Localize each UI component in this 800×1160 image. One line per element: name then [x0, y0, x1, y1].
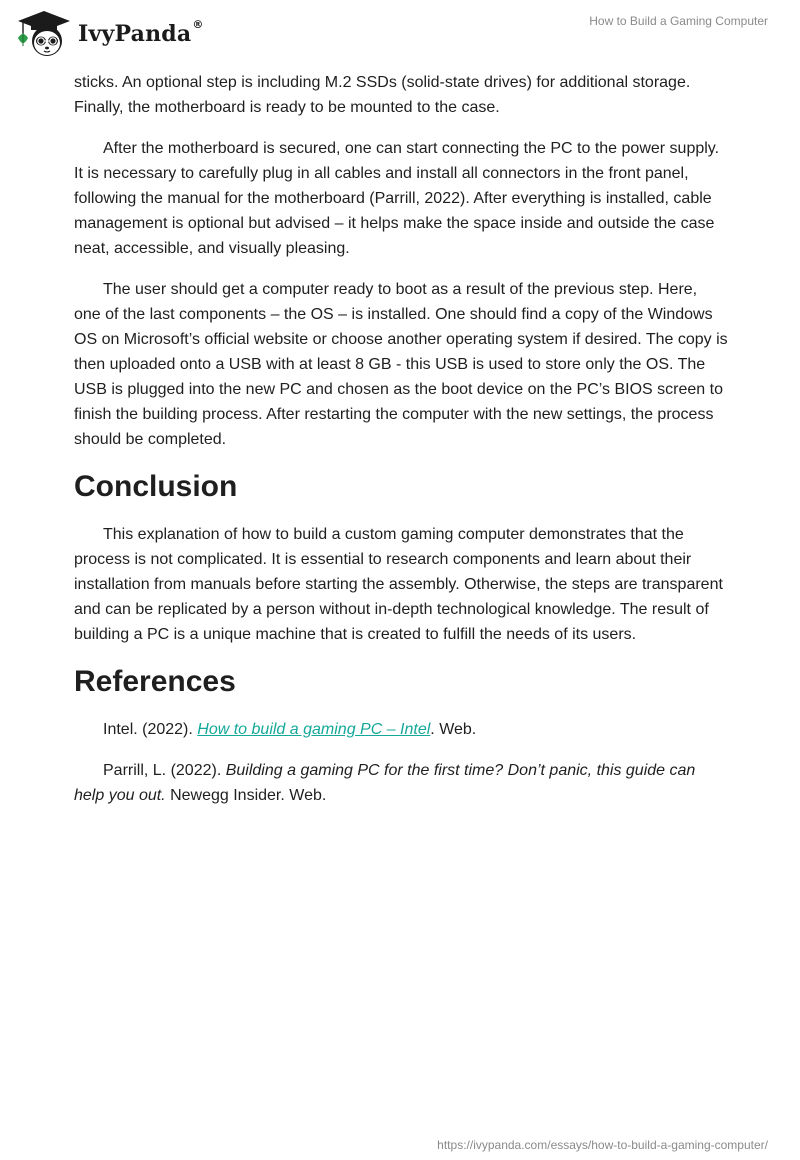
- conclusion-heading: Conclusion: [74, 470, 238, 503]
- references-heading: References: [74, 665, 236, 698]
- reference-item: [74, 758, 728, 808]
- logo-text: [78, 18, 204, 47]
- conclusion-paragraph: This explanation of how to build a custom gaming computer demonstrates that the process is not complicated. It is essential to research components and learn about their installation from manuals before starting the assembly. Otherwise, the steps are transparent and can be replicated by a person without in-depth technological knowledge. The result of building a PC is a unique machine that is created to fulfill the needs of its users.: [74, 526, 723, 643]
- reference-2-author: Parrill, L. (2022).: [103, 762, 226, 779]
- body-paragraph-1: sticks. An optional step is including M.2 SSDs (solid-state drives) for additional storage. Finally, the motherboard is ready to be mounted to the case.: [74, 74, 691, 116]
- panda-graduate-icon: [14, 8, 72, 58]
- reference-2-suffix: Newegg Insider. Web.: [165, 787, 327, 804]
- page-header: [0, 0, 800, 64]
- reference-item: [74, 717, 728, 742]
- body-paragraph-3: The user should get a computer ready to boot as a result of the previous step. Here, one of the last components – the OS – is installed. One should find a copy of the Windows OS on Microsoft’s official website or choose another operating system if desired. The copy is then uploaded onto a USB with at least 8 GB - this USB is used to store only the OS. The USB is plugged into the new PC and chosen as the boot device on the PC’s BIOS screen to finish the building process. After restarting the computer with the new settings, the process should be completed.: [74, 281, 728, 448]
- reference-1-link[interactable]: How to build a gaming PC – Intel: [197, 721, 431, 738]
- document-title: How to Build a Gaming Computer: [589, 14, 768, 28]
- logo-name: IvyPanda: [78, 21, 192, 47]
- body-paragraph-2: After the motherboard is secured, one can start connecting the PC to the power supply. It is necessary to carefully plug in all cables and install all connectors in the front panel, following the manual for the motherboard (Parrill, 2022). After everything is installed, cable management is optional but advised – it helps make the space inside and outside the case neat, accessible, and visually pleasing.: [74, 140, 720, 257]
- reference-2-title: Building a gaming PC for the first time? Don’t panic, this guide can help you out.: [74, 762, 696, 804]
- page-url: https://ivypanda.com/essays/how-to-build-a-gaming-computer/: [437, 1138, 768, 1152]
- reference-1-suffix: . Web.: [430, 721, 477, 738]
- essay-content: [74, 70, 728, 824]
- logo-registered-mark: ®: [192, 18, 204, 31]
- ivypanda-logo[interactable]: [14, 8, 204, 58]
- reference-1-author: Intel. (2022).: [103, 721, 198, 738]
